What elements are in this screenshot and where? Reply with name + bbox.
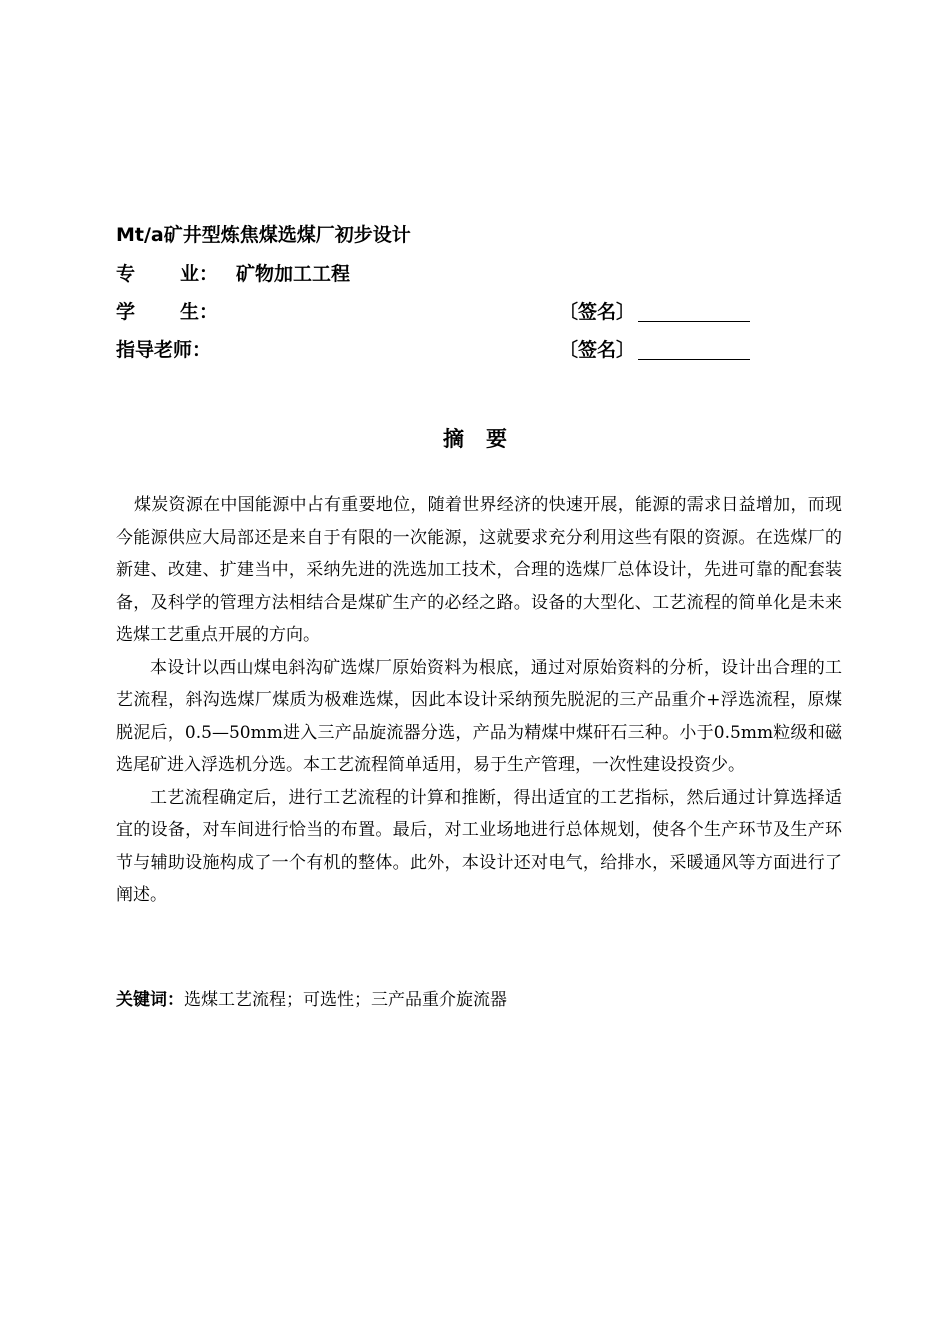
advisor-label: 指导老师：: [116, 339, 212, 361]
abstract-paragraph-2: 本设计以西山煤电斜沟矿选煤厂原始资料为根底，通过对原始资料的分析，设计出合理的工艺流程，斜沟选煤厂煤质为极难选煤，因此本设计采纳预先脱泥的三产品重介+浮选流程，原煤脱泥后，0.5—50mm进入三产品旋流器分选，产品为精煤中煤矸石三种。小于0.5mm粒级和磁选尾矿进入浮选机分选。本工艺流程简单适用，易于生产管理，一次性建设投资少。: [116, 657, 842, 775]
abstract-body: [116, 489, 842, 912]
abstract-paragraph-1: 煤炭资源在中国能源中占有重要地位，随着世界经济的快速开展，能源的需求日益增加，而现今能源供应大局部还是来自于有限的一次能源，这就要求充分利用这些有限的资源。在选煤厂的新建、改建、扩建当中，采纳先进的洗选加工技术，合理的选煤厂总体设计，先进可靠的配套装备，及科学的管理方法相结合是煤矿生产的必经之路。设备的大型化、工艺流程的简单化是未来选煤工艺重点开展的方向。: [116, 495, 842, 645]
student-signature-label: 〔签名〕: [559, 301, 636, 323]
abstract-paragraph-3: 工艺流程确定后，进行工艺流程的计算和推断，得出适宜的工艺指标，然后通过计算选择适宜的设备，对车间进行恰当的布置。最后，对工业场地进行总体规划，使各个生产环节及生产环节与辅助设施构成了一个有机的整体。此外，本设计还对电气，给排水，采暖通风等方面进行了阐述。: [116, 787, 842, 905]
advisor-row: [116, 335, 756, 365]
major-label-part1: 专: [116, 263, 136, 285]
keywords-value: 选煤工艺流程；可选性；三产品重介旋流器: [184, 990, 507, 1010]
student-signature-line: [638, 321, 750, 322]
student-row: [116, 297, 756, 327]
student-label-part1: 学: [116, 301, 136, 323]
document-title: Mt/a矿井型炼焦煤选煤厂初步设计: [116, 224, 411, 246]
keywords-line: [116, 986, 507, 1014]
major-label-part2: 业：: [180, 263, 219, 285]
major-value: 矿物加工工程: [236, 263, 351, 285]
abstract-heading: 摘要: [443, 427, 529, 451]
keywords-label: 关键词：: [116, 990, 184, 1010]
advisor-signature-line: [638, 359, 750, 360]
major-row: [116, 259, 756, 289]
advisor-signature-label: 〔签名〕: [559, 339, 636, 361]
student-label-part2: 生：: [180, 301, 219, 323]
